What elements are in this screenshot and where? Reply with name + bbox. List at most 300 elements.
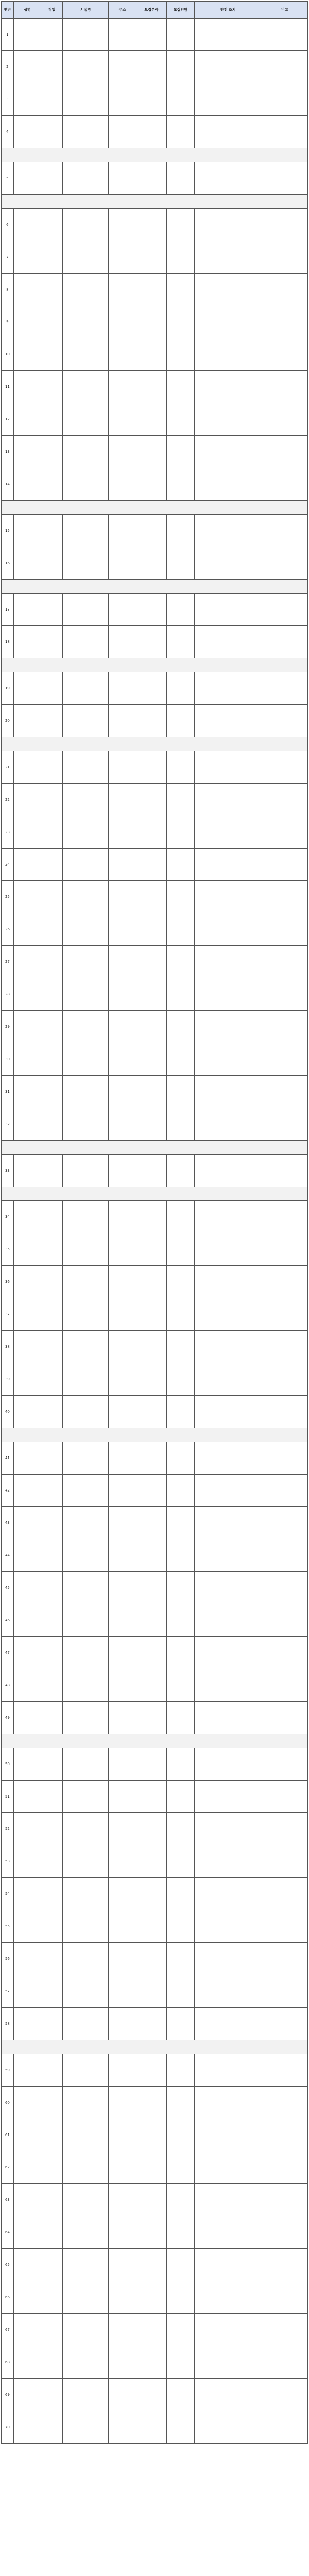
table-cell (167, 2411, 195, 2444)
table-cell (194, 1363, 262, 1396)
table-cell (194, 1572, 262, 1604)
table-cell (41, 51, 63, 83)
table-cell (136, 1975, 167, 2008)
table-row (2, 274, 308, 306)
table-cell (62, 2281, 108, 2314)
table-row (2, 946, 308, 978)
table-cell (62, 2008, 108, 2040)
table-cell (62, 1233, 108, 1266)
table-row (2, 116, 308, 148)
table-cell (109, 403, 136, 436)
table-cell (41, 1878, 63, 1910)
table-cell (194, 1507, 262, 1539)
table-row (2, 1910, 308, 1943)
table-cell (167, 1910, 195, 1943)
table-row (2, 1076, 308, 1108)
table-cell (62, 2216, 108, 2249)
table-cell (136, 51, 167, 83)
note-cell (2, 580, 308, 594)
table-cell (262, 816, 307, 849)
table-cell (109, 2379, 136, 2411)
table-cell (62, 338, 108, 371)
table-cell (262, 2379, 307, 2411)
table-row (2, 1155, 308, 1187)
table-cell: 23 (2, 816, 14, 849)
table-cell (136, 1604, 167, 1637)
table-cell (136, 1201, 167, 1233)
table-cell (167, 1669, 195, 1702)
table-cell (109, 626, 136, 658)
table-cell: 62 (2, 2151, 14, 2184)
table-cell (262, 162, 307, 195)
note-row (2, 737, 308, 751)
table-cell (41, 2314, 63, 2346)
table-cell (194, 946, 262, 978)
table-cell (167, 1572, 195, 1604)
table-cell (136, 2281, 167, 2314)
table-cell (13, 2216, 41, 2249)
table-row (2, 1572, 308, 1604)
table-row (2, 784, 308, 816)
table-cell (109, 1233, 136, 1266)
table-cell (62, 849, 108, 881)
table-row (2, 2379, 308, 2411)
table-cell (41, 547, 63, 580)
table-cell (136, 594, 167, 626)
table-cell (136, 2314, 167, 2346)
table-cell: 17 (2, 594, 14, 626)
table-cell (41, 784, 63, 816)
table-cell (41, 1043, 63, 1076)
table-cell (62, 816, 108, 849)
table-row (2, 2184, 308, 2216)
table-cell (109, 1702, 136, 1734)
table-cell (194, 784, 262, 816)
table-cell (109, 2151, 136, 2184)
table-cell: 45 (2, 1572, 14, 1604)
table-cell (41, 1011, 63, 1043)
table-cell (262, 849, 307, 881)
table-cell (194, 1043, 262, 1076)
table-cell (62, 784, 108, 816)
table-cell (62, 1043, 108, 1076)
table-cell: 21 (2, 751, 14, 784)
table-row (2, 751, 308, 784)
table-cell (109, 1475, 136, 1507)
table-cell (41, 913, 63, 946)
table-cell (167, 436, 195, 468)
table-row (2, 547, 308, 580)
table-cell (41, 1201, 63, 1233)
table-cell (62, 978, 108, 1011)
table-cell (136, 1266, 167, 1298)
table-cell: 19 (2, 672, 14, 705)
table-cell (62, 2054, 108, 2087)
note-row (2, 148, 308, 162)
table-cell (262, 1975, 307, 2008)
table-cell (136, 705, 167, 737)
table-cell (262, 1266, 307, 1298)
table-cell (167, 2151, 195, 2184)
table-cell (194, 2411, 262, 2444)
table-cell (136, 626, 167, 658)
table-cell: 34 (2, 1201, 14, 1233)
table-cell (109, 816, 136, 849)
table-cell (262, 547, 307, 580)
table-cell (109, 946, 136, 978)
table-cell (167, 784, 195, 816)
table-cell (109, 162, 136, 195)
table-cell (167, 1604, 195, 1637)
table-cell (41, 2151, 63, 2184)
table-cell (262, 2314, 307, 2346)
table-cell (41, 241, 63, 274)
table-cell (62, 1781, 108, 1813)
table-cell (13, 338, 41, 371)
table-row (2, 1442, 308, 1475)
table-cell (62, 1442, 108, 1475)
table-cell: 25 (2, 881, 14, 913)
table-cell (167, 162, 195, 195)
table-cell (136, 2249, 167, 2281)
table-cell: 69 (2, 2379, 14, 2411)
table-cell: 49 (2, 1702, 14, 1734)
table-row (2, 1845, 308, 1878)
table-cell (194, 2379, 262, 2411)
table-row (2, 881, 308, 913)
table-cell (41, 2281, 63, 2314)
table-cell (194, 751, 262, 784)
table-cell (167, 1363, 195, 1396)
table-cell (13, 209, 41, 241)
table-cell: 70 (2, 2411, 14, 2444)
table-cell (62, 626, 108, 658)
table-cell (62, 672, 108, 705)
table-cell: 61 (2, 2119, 14, 2151)
table-cell: 41 (2, 1442, 14, 1475)
table-cell (262, 1507, 307, 1539)
table-row (2, 162, 308, 195)
table-cell: 12 (2, 403, 14, 436)
table-cell (13, 1475, 41, 1507)
table-cell (262, 1702, 307, 1734)
table-cell (167, 1233, 195, 1266)
table-cell (13, 946, 41, 978)
table-cell (41, 816, 63, 849)
table-cell (41, 1943, 63, 1975)
table-cell (167, 1108, 195, 1141)
table-cell (167, 1331, 195, 1363)
table-cell: 16 (2, 547, 14, 580)
table-cell (136, 403, 167, 436)
table-cell (109, 594, 136, 626)
table-cell (13, 1878, 41, 1910)
table-cell (41, 515, 63, 547)
table-cell (194, 594, 262, 626)
table-cell (194, 1878, 262, 1910)
table-cell (13, 2249, 41, 2281)
table-cell: 5 (2, 162, 14, 195)
table-cell (13, 306, 41, 338)
table-cell (136, 1669, 167, 1702)
table-row (2, 849, 308, 881)
table-cell (13, 2151, 41, 2184)
table-cell (13, 2314, 41, 2346)
table-cell (41, 338, 63, 371)
table-cell (109, 2184, 136, 2216)
table-row (2, 2151, 308, 2184)
table-cell: 33 (2, 1155, 14, 1187)
table-cell (41, 849, 63, 881)
table-cell (13, 1298, 41, 1331)
table-row (2, 1781, 308, 1813)
table-cell: 54 (2, 1878, 14, 1910)
table-cell (13, 116, 41, 148)
table-cell (109, 1331, 136, 1363)
table-cell (194, 2184, 262, 2216)
table-cell (62, 913, 108, 946)
table-cell (136, 849, 167, 881)
table-cell (13, 1011, 41, 1043)
table-cell (136, 274, 167, 306)
table-cell (194, 1298, 262, 1331)
table-cell (13, 468, 41, 501)
table-cell (136, 2119, 167, 2151)
table-cell: 44 (2, 1539, 14, 1572)
table-cell (13, 2184, 41, 2216)
table-cell (167, 2346, 195, 2379)
table-cell (262, 751, 307, 784)
table-cell (13, 1539, 41, 1572)
table-cell (167, 515, 195, 547)
table-cell (194, 672, 262, 705)
table-cell (109, 1155, 136, 1187)
table-cell (13, 626, 41, 658)
note-row (2, 1141, 308, 1155)
table-cell (136, 1076, 167, 1108)
table-cell: 7 (2, 241, 14, 274)
table-cell (167, 751, 195, 784)
table-cell (262, 2411, 307, 2444)
table-cell (194, 162, 262, 195)
table-cell (262, 1943, 307, 1975)
note-cell (2, 501, 308, 515)
table-cell (136, 338, 167, 371)
table-cell (167, 816, 195, 849)
table-cell (194, 371, 262, 403)
table-cell (109, 19, 136, 51)
table-cell (167, 2184, 195, 2216)
table-cell (13, 913, 41, 946)
table-cell (13, 19, 41, 51)
table-cell (136, 1043, 167, 1076)
table-cell (41, 1233, 63, 1266)
table-cell (109, 2314, 136, 2346)
table-cell (262, 978, 307, 1011)
table-cell (167, 274, 195, 306)
table-cell (262, 2151, 307, 2184)
table-cell (41, 2346, 63, 2379)
table-cell (262, 594, 307, 626)
table-cell (62, 19, 108, 51)
table-row (2, 1878, 308, 1910)
table-cell (13, 1975, 41, 2008)
table-cell (109, 1507, 136, 1539)
table-cell (194, 1331, 262, 1363)
table-cell (109, 2008, 136, 2040)
table-row (2, 306, 308, 338)
note-row (2, 195, 308, 209)
table-cell (109, 2281, 136, 2314)
table-cell (41, 978, 63, 1011)
table-cell (62, 162, 108, 195)
table-cell (194, 2054, 262, 2087)
table-cell: 30 (2, 1043, 14, 1076)
table-cell: 9 (2, 306, 14, 338)
table-cell (262, 1845, 307, 1878)
table-cell (194, 1845, 262, 1878)
table-cell (109, 1975, 136, 2008)
table-cell (109, 1442, 136, 1475)
table-cell (167, 2216, 195, 2249)
table-cell (62, 1396, 108, 1428)
table-cell (13, 1266, 41, 1298)
note-cell (2, 195, 308, 209)
table-cell (194, 2281, 262, 2314)
table-row (2, 83, 308, 116)
table-cell (167, 881, 195, 913)
table-cell (62, 1298, 108, 1331)
table-cell: 32 (2, 1108, 14, 1141)
table-cell: 63 (2, 2184, 14, 2216)
table-cell (262, 51, 307, 83)
table-cell (167, 1813, 195, 1845)
table-cell (262, 1781, 307, 1813)
table-cell (62, 1155, 108, 1187)
table-cell (62, 371, 108, 403)
table-cell (62, 1845, 108, 1878)
table-cell (13, 547, 41, 580)
table-cell (62, 83, 108, 116)
table-row (2, 468, 308, 501)
table-cell (262, 468, 307, 501)
table-cell (62, 403, 108, 436)
table-cell: 15 (2, 515, 14, 547)
table-cell (41, 162, 63, 195)
table-cell (109, 1108, 136, 1141)
table-cell (167, 51, 195, 83)
header-cell: 모집인원 (167, 2, 195, 19)
table-cell (136, 83, 167, 116)
table-cell (41, 116, 63, 148)
table-cell (109, 978, 136, 1011)
table-cell (194, 274, 262, 306)
table-cell (262, 1637, 307, 1669)
note-cell (2, 2040, 308, 2054)
table-row (2, 1975, 308, 2008)
table-cell (262, 371, 307, 403)
table-cell (109, 2054, 136, 2087)
table-cell (62, 2346, 108, 2379)
table-cell (41, 274, 63, 306)
table-cell (262, 1396, 307, 1428)
table-cell: 31 (2, 1076, 14, 1108)
table-cell (136, 1233, 167, 1266)
table-cell (194, 2151, 262, 2184)
table-cell (109, 1813, 136, 1845)
table-cell (13, 2411, 41, 2444)
table-cell (41, 403, 63, 436)
table-cell (62, 1108, 108, 1141)
table-cell (167, 1845, 195, 1878)
table-cell (136, 547, 167, 580)
table-cell (109, 1298, 136, 1331)
table-cell (41, 1108, 63, 1141)
table-cell: 14 (2, 468, 14, 501)
table-cell (41, 1604, 63, 1637)
table-cell (167, 116, 195, 148)
table-row (2, 2054, 308, 2087)
table-cell (109, 2087, 136, 2119)
table-cell (13, 1748, 41, 1781)
table-cell (194, 1637, 262, 1669)
table-cell (13, 2087, 41, 2119)
table-cell (136, 1572, 167, 1604)
table-cell (262, 2008, 307, 2040)
table-cell (136, 436, 167, 468)
table-cell: 2 (2, 51, 14, 83)
table-cell: 40 (2, 1396, 14, 1428)
table-cell (13, 1943, 41, 1975)
table-cell (62, 594, 108, 626)
table-cell (262, 2054, 307, 2087)
note-row (2, 580, 308, 594)
table-cell (167, 1878, 195, 1910)
note-cell (2, 737, 308, 751)
table-row (2, 436, 308, 468)
table-cell: 43 (2, 1507, 14, 1539)
table-cell (262, 1108, 307, 1141)
table-cell (262, 19, 307, 51)
table-row (2, 2216, 308, 2249)
table-row (2, 594, 308, 626)
table-cell (109, 241, 136, 274)
table-cell (41, 2216, 63, 2249)
table-cell (167, 547, 195, 580)
table-cell (167, 2054, 195, 2087)
table-row (2, 626, 308, 658)
table-cell (167, 468, 195, 501)
table-cell (13, 1507, 41, 1539)
table-cell (62, 1266, 108, 1298)
note-row (2, 1428, 308, 1442)
table-cell (62, 1363, 108, 1396)
table-cell (136, 2087, 167, 2119)
table-cell (41, 1637, 63, 1669)
table-cell (13, 274, 41, 306)
table-cell (13, 1910, 41, 1943)
table-cell (262, 1748, 307, 1781)
table-cell (62, 1507, 108, 1539)
table-cell (41, 2411, 63, 2444)
table-cell: 22 (2, 784, 14, 816)
table-cell (136, 1637, 167, 1669)
table-cell (41, 626, 63, 658)
table-cell (13, 2281, 41, 2314)
table-cell (194, 913, 262, 946)
table-cell: 53 (2, 1845, 14, 1878)
data-table (1, 1, 308, 2444)
